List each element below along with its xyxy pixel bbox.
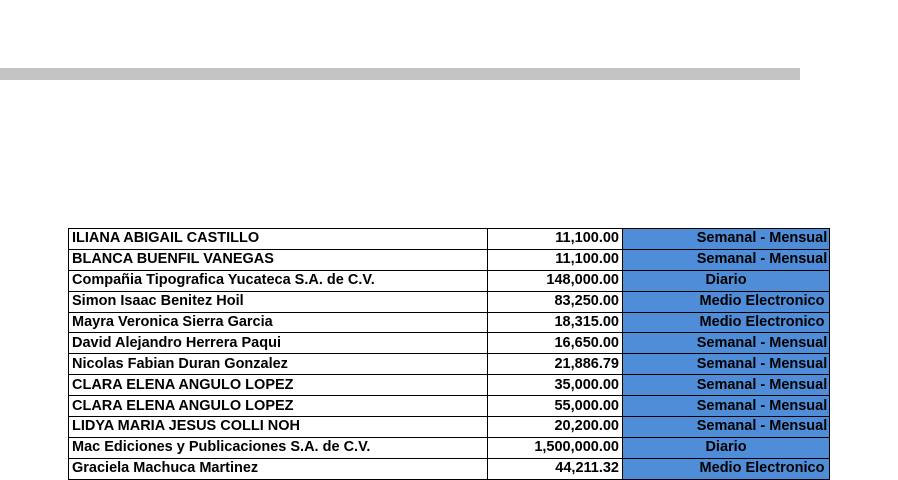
frequency-cell[interactable] [623, 270, 830, 291]
table-row [69, 249, 830, 270]
name-cell[interactable]: CLARA ELENA ANGULO LOPEZ [69, 396, 488, 417]
frequency-cell[interactable] [623, 249, 830, 270]
amount-cell[interactable]: 83,250.00 [488, 291, 623, 312]
frequency-text: Medio Electronico [699, 293, 825, 310]
separator-bar [0, 68, 800, 80]
amount-cell[interactable]: 11,100.00 [488, 249, 623, 270]
frequency-text: Medio Electronico [699, 460, 825, 477]
table-row [69, 229, 830, 250]
table-row [69, 270, 830, 291]
name-cell[interactable]: Mayra Veronica Sierra Garcia [69, 312, 488, 333]
table-row [69, 437, 830, 458]
frequency-text: Medio Electronico [699, 314, 825, 330]
name-cell[interactable]: Graciela Machuca Martinez [69, 458, 488, 479]
frequency-text: Semanal - Mensual [696, 251, 828, 268]
table-row [69, 417, 830, 438]
frequency-cell[interactable] [623, 437, 830, 458]
frequency-text: Semanal - Mensual [696, 334, 828, 351]
name-cell[interactable]: Compañia Tipografica Yucateca S.A. de C.V. [69, 270, 488, 291]
name-cell[interactable]: Nicolas Fabian Duran Gonzalez [69, 354, 488, 375]
table-row [69, 333, 830, 354]
frequency-cell[interactable] [623, 417, 830, 438]
table-row [69, 375, 830, 396]
amount-cell[interactable]: 16,650.00 [488, 333, 623, 354]
name-cell[interactable]: Mac Ediciones y Publicaciones S.A. de C.V. [69, 437, 488, 458]
frequency-text: Semanal - Mensual [696, 376, 828, 393]
frequency-cell[interactable] [623, 354, 830, 375]
table-row [69, 312, 830, 333]
frequency-text: Diario [705, 272, 747, 289]
name-cell[interactable]: Simon Isaac Benitez Hoil [69, 291, 488, 312]
amount-cell[interactable]: 44,211.32 [488, 458, 623, 479]
table-row [69, 458, 830, 479]
frequency-cell[interactable] [623, 291, 830, 312]
frequency-text: Semanal - Mensual [696, 418, 828, 435]
name-cell[interactable]: LIDYA MARIA JESUS COLLI NOH [69, 417, 488, 438]
frequency-cell[interactable] [623, 312, 830, 333]
name-cell[interactable]: CLARA ELENA ANGULO LOPEZ [69, 375, 488, 396]
name-cell[interactable]: BLANCA BUENFIL VANEGAS [69, 249, 488, 270]
amount-cell[interactable]: 11,100.00 [488, 229, 623, 250]
frequency-text: Semanal - Mensual [696, 230, 828, 247]
name-cell[interactable]: ILIANA ABIGAIL CASTILLO [69, 229, 488, 250]
table-row [69, 396, 830, 417]
amount-cell[interactable]: 35,000.00 [488, 375, 623, 396]
frequency-cell[interactable] [623, 333, 830, 354]
frequency-cell[interactable] [623, 375, 830, 396]
name-cell[interactable]: David Alejandro Herrera Paqui [69, 333, 488, 354]
frequency-cell[interactable] [623, 458, 830, 479]
payments-table [68, 228, 830, 480]
amount-cell[interactable]: 18,315.00 [488, 312, 623, 333]
frequency-cell[interactable] [623, 229, 830, 250]
amount-cell[interactable]: 21,886.79 [488, 354, 623, 375]
amount-cell[interactable]: 1,500,000.00 [488, 437, 623, 458]
table-row [69, 291, 830, 312]
frequency-text: Semanal - Mensual [696, 355, 828, 372]
frequency-text: Semanal - Mensual [696, 397, 828, 414]
amount-cell[interactable]: 148,000.00 [488, 270, 623, 291]
table-row [69, 354, 830, 375]
frequency-text: Diario [705, 439, 747, 456]
amount-cell[interactable]: 55,000.00 [488, 396, 623, 417]
amount-cell[interactable]: 20,200.00 [488, 417, 623, 438]
frequency-cell[interactable] [623, 396, 830, 417]
